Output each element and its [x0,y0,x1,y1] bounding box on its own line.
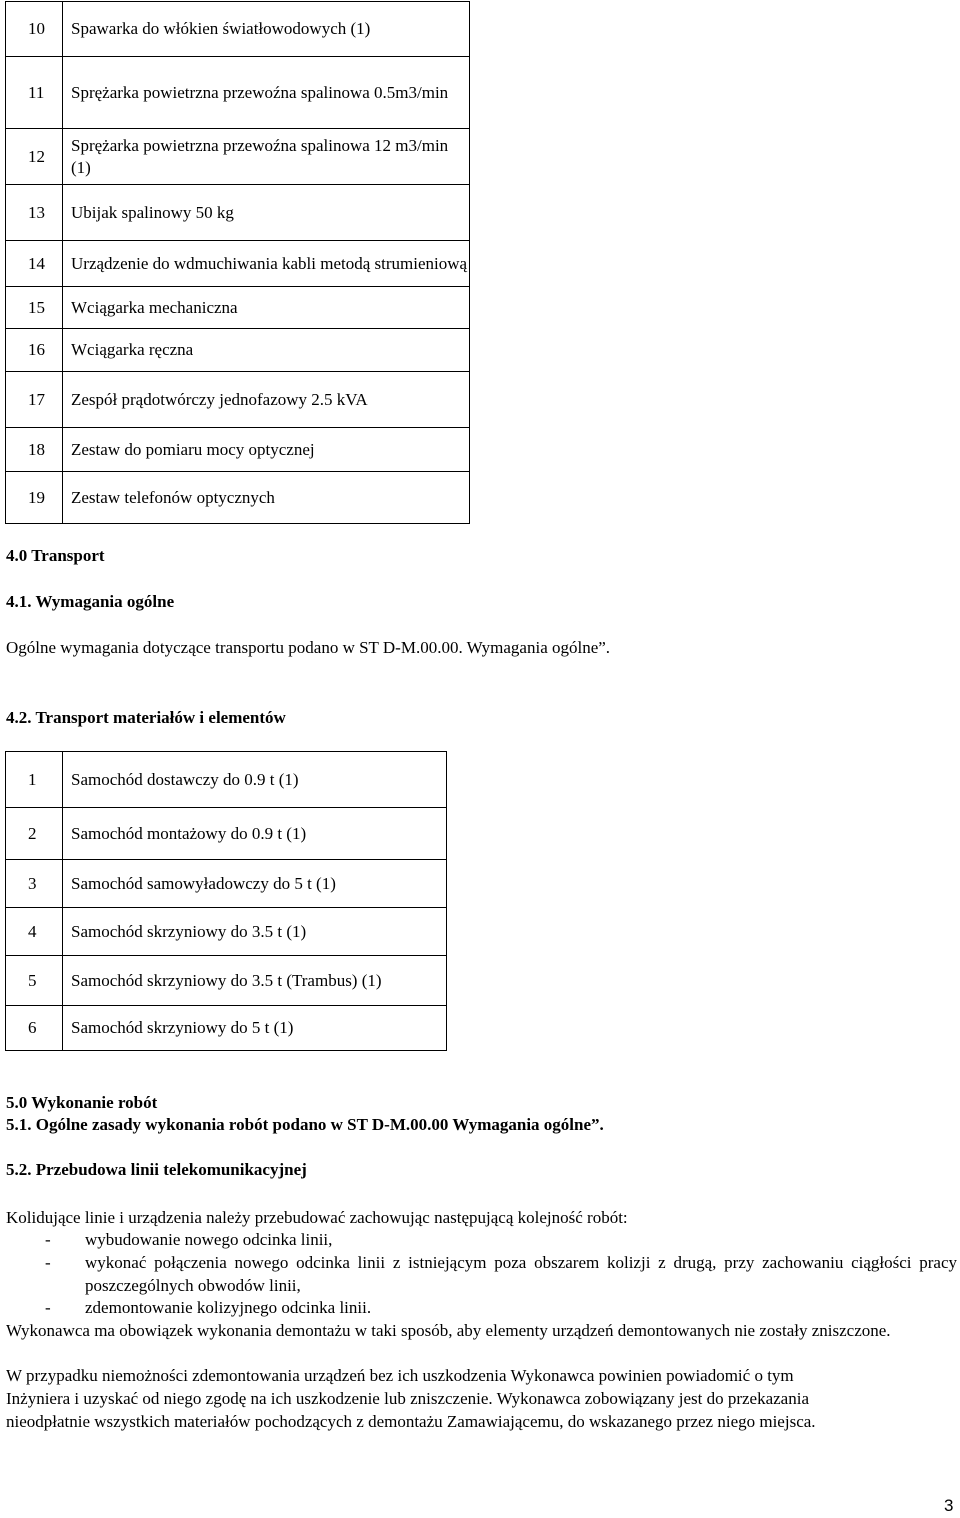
equipment-table [5,1,470,524]
table-row [6,372,470,428]
row-name: Spawarka do włókien światłowodowych (1) [63,2,470,57]
row-number: 10 [6,2,63,57]
row-name: Samochód skrzyniowy do 5 t (1) [63,1006,447,1051]
row-name: Samochód samowyładowczy do 5 t (1) [63,860,447,908]
bullet-dash: - [45,1298,51,1317]
paragraph-line: W przypadku niemożności zdemontowania urządzeń bez ich uszkodzenia Wykonawca powinien powiadomić o tym [6,1366,794,1385]
table-row [6,185,470,241]
section-5-heading: 5.0 Wykonanie robót [6,1093,158,1112]
row-number: 11 [6,57,63,129]
row-name: Urządzenie do wdmuchiwania kabli metodą strumieniową [63,241,470,287]
row-number: 13 [6,185,63,241]
table-row [6,908,447,956]
table-row [6,129,470,185]
row-name: Sprężarka powietrzna przewoźna spalinowa 12 m3/min (1) [63,129,470,185]
row-name: Ubijak spalinowy 50 kg [63,185,470,241]
bullet-item [45,1252,957,1297]
paragraph-line: nieodpłatnie wszystkich materiałów pochodzących z demontażu Zamawiającemu, do wskazanego przez niego miejsca. [6,1412,816,1431]
row-name: Samochód skrzyniowy do 3.5 t (1) [63,908,447,956]
section-4-2-heading: 4.2. Transport materiałów i elementów [6,708,286,727]
table-row [6,241,470,287]
row-number: 12 [6,129,63,185]
row-number: 14 [6,241,63,287]
row-name: Zestaw telefonów optycznych [63,472,470,524]
bullet-item [45,1229,957,1252]
row-number: 1 [6,752,63,808]
row-number: 3 [6,860,63,908]
row-number: 16 [6,329,63,372]
table-row [6,1006,447,1051]
table-row [6,287,470,329]
bullet-text: wybudowanie nowego odcinka linii, [85,1230,333,1249]
row-number: 15 [6,287,63,329]
bullet-item [45,1297,957,1320]
row-name: Samochód skrzyniowy do 3.5 t (Trambus) (1) [63,956,447,1006]
bullet-text: zdemontowanie kolizyjnego odcinka linii. [85,1298,372,1317]
table-row [6,860,447,908]
row-name: Sprężarka powietrzna przewoźna spalinowa 0.5m3/min [63,57,470,129]
section-4-1-heading: 4.1. Wymagania ogólne [6,592,175,611]
table-row [6,752,447,808]
row-name: Samochód dostawczy do 0.9 t (1) [63,752,447,808]
table-row [6,57,470,129]
table-row [6,956,447,1006]
table-row [6,808,447,860]
row-name: Samochód montażowy do 0.9 t (1) [63,808,447,860]
section-5-2-heading: 5.2. Przebudowa linii telekomunikacyjnej [6,1160,307,1179]
table-row [6,428,470,472]
row-number: 18 [6,428,63,472]
paragraph-demontaz: Wykonawca ma obowiązek wykonania demontażu w taki sposób, aby elementy urządzeń demontowanych nie zostały zniszczone. [6,1321,891,1340]
section-5-2-intro: Kolidujące linie i urządzenia należy przebudować zachowując następującą kolejność robót: [6,1208,628,1227]
row-name: Zestaw do pomiaru mocy optycznej [63,428,470,472]
row-number: 4 [6,908,63,956]
row-number: 5 [6,956,63,1006]
paragraph-line: Inżyniera i uzyskać od niego zgodę na ich uszkodzenie lub zniszczenie. Wykonawca zobowiązany jest do przekazania [6,1389,809,1408]
bullet-dash: - [45,1230,51,1249]
row-name: Zespół prądotwórczy jednofazowy 2.5 kVA [63,372,470,428]
bullet-text: wykonać połączenia nowego odcinka linii z istniejącym poza obszarem kolizji z drugą, przy zachowaniu ciągłości pracy poszczególnych obwodów linii, [85,1253,957,1295]
row-number: 19 [6,472,63,524]
table-row [6,472,470,524]
bullet-dash: - [45,1253,51,1272]
table-row [6,329,470,372]
page-number: 3 [944,1496,954,1515]
row-number: 2 [6,808,63,860]
row-name: Wciągarka mechaniczna [63,287,470,329]
row-name: Wciągarka ręczna [63,329,470,372]
row-number: 6 [6,1006,63,1051]
section-4-1-text: Ogólne wymagania dotyczące transportu podano w ST D-M.00.00. Wymagania ogólne”. [6,638,611,657]
section-4-heading: 4.0 Transport [6,546,105,565]
row-number: 17 [6,372,63,428]
section-5-1-heading: 5.1. Ogólne zasady wykonania robót podano w ST D-M.00.00 Wymagania ogólne”. [6,1115,604,1134]
table-row [6,2,470,57]
transport-table [5,751,447,1051]
